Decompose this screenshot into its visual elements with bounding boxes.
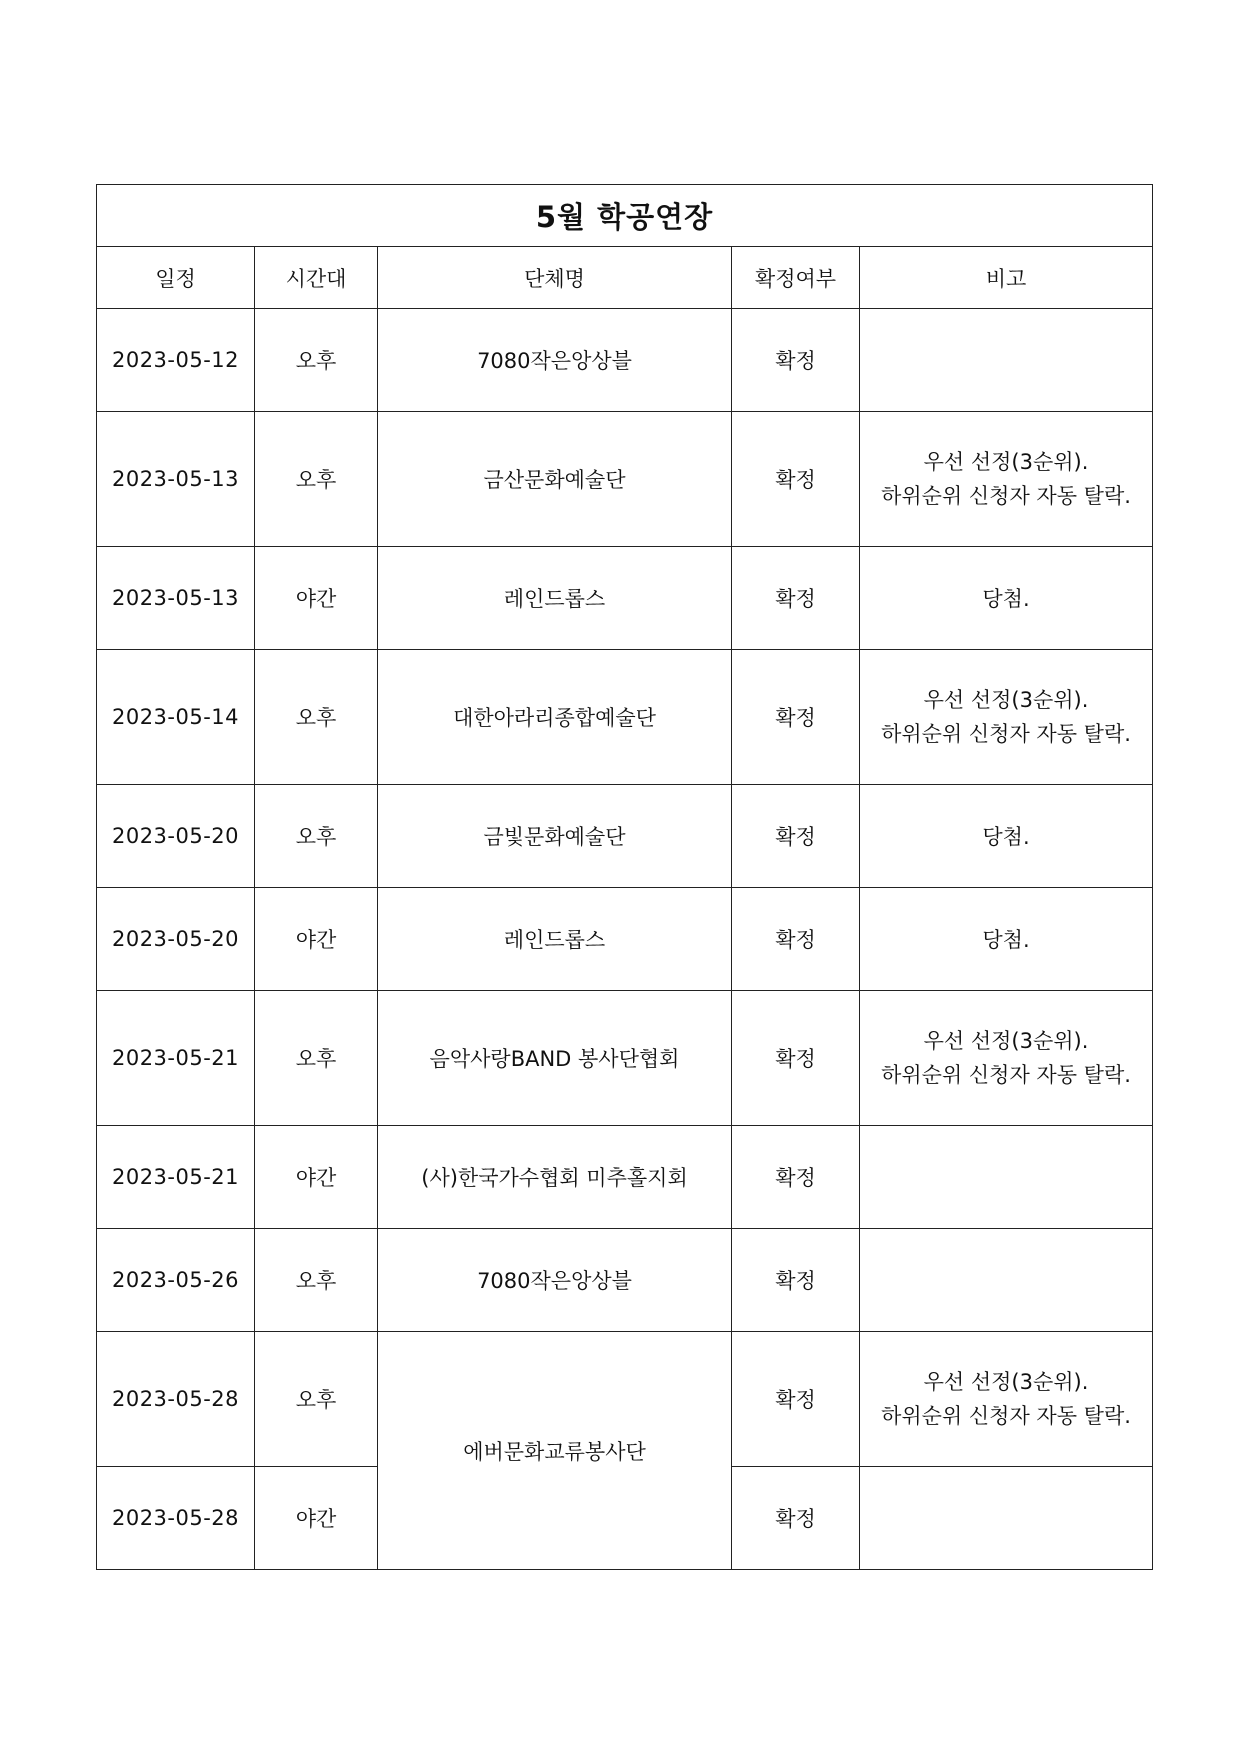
table-row — [97, 547, 1153, 650]
cell-status: 확정 — [732, 547, 860, 650]
table-title: 5월 학공연장 — [97, 185, 1153, 247]
cell-time: 야간 — [255, 1467, 378, 1570]
table-row — [97, 309, 1153, 412]
cell-date: 2023-05-14 — [97, 650, 255, 785]
cell-note — [860, 412, 1153, 547]
schedule-table — [96, 184, 1153, 1570]
cell-group: (사)한국가수협회 미추홀지회 — [378, 1126, 732, 1229]
cell-group: 레인드롭스 — [378, 888, 732, 991]
cell-status: 확정 — [732, 412, 860, 547]
cell-date: 2023-05-20 — [97, 785, 255, 888]
table-row — [97, 888, 1153, 991]
note-line-1: 우선 선정(3순위). — [923, 688, 1089, 712]
cell-note — [860, 650, 1153, 785]
cell-status: 확정 — [732, 650, 860, 785]
header-group: 단체명 — [378, 247, 732, 309]
cell-date: 2023-05-13 — [97, 547, 255, 650]
header-note: 비고 — [860, 247, 1153, 309]
cell-date: 2023-05-26 — [97, 1229, 255, 1332]
cell-group: 7080작은앙상블 — [378, 309, 732, 412]
cell-status: 확정 — [732, 309, 860, 412]
cell-status: 확정 — [732, 785, 860, 888]
cell-group: 금산문화예술단 — [378, 412, 732, 547]
cell-date: 2023-05-21 — [97, 1126, 255, 1229]
cell-status: 확정 — [732, 1229, 860, 1332]
note-line-1: 우선 선정(3순위). — [923, 1370, 1089, 1394]
note-line-2: 하위순위 신청자 자동 탈락. — [881, 1404, 1131, 1428]
header-row — [97, 247, 1153, 309]
table-row — [97, 650, 1153, 785]
cell-group: 7080작은앙상블 — [378, 1229, 732, 1332]
cell-note — [860, 1126, 1153, 1229]
cell-note — [860, 309, 1153, 412]
table-row — [97, 1126, 1153, 1229]
table-row — [97, 1229, 1153, 1332]
cell-status: 확정 — [732, 888, 860, 991]
cell-note: 당첨. — [860, 547, 1153, 650]
table-row — [97, 991, 1153, 1126]
cell-status: 확정 — [732, 1467, 860, 1570]
header-status: 확정여부 — [732, 247, 860, 309]
cell-group-merged: 에버문화교류봉사단 — [378, 1332, 732, 1570]
cell-time: 오후 — [255, 785, 378, 888]
note-line-2: 하위순위 신청자 자동 탈락. — [881, 722, 1131, 746]
cell-status: 확정 — [732, 1332, 860, 1467]
cell-group: 금빛문화예술단 — [378, 785, 732, 888]
cell-date: 2023-05-21 — [97, 991, 255, 1126]
cell-time: 야간 — [255, 888, 378, 991]
cell-time: 야간 — [255, 1126, 378, 1229]
cell-group: 음악사랑BAND 봉사단협회 — [378, 991, 732, 1126]
table-row — [97, 1332, 1153, 1467]
header-date: 일정 — [97, 247, 255, 309]
cell-date: 2023-05-28 — [97, 1467, 255, 1570]
table-row — [97, 785, 1153, 888]
cell-time: 오후 — [255, 412, 378, 547]
note-line-1: 우선 선정(3순위). — [923, 1029, 1089, 1053]
cell-time: 오후 — [255, 650, 378, 785]
note-line-2: 하위순위 신청자 자동 탈락. — [881, 484, 1131, 508]
cell-time: 오후 — [255, 1229, 378, 1332]
cell-note: 당첨. — [860, 888, 1153, 991]
cell-date: 2023-05-28 — [97, 1332, 255, 1467]
cell-note — [860, 1229, 1153, 1332]
cell-date: 2023-05-20 — [97, 888, 255, 991]
cell-group: 대한아라리종합예술단 — [378, 650, 732, 785]
cell-time: 오후 — [255, 991, 378, 1126]
cell-note — [860, 1467, 1153, 1570]
cell-note: 당첨. — [860, 785, 1153, 888]
cell-time: 오후 — [255, 1332, 378, 1467]
cell-status: 확정 — [732, 1126, 860, 1229]
note-line-2: 하위순위 신청자 자동 탈락. — [881, 1063, 1131, 1087]
table-row — [97, 412, 1153, 547]
cell-note — [860, 1332, 1153, 1467]
header-time: 시간대 — [255, 247, 378, 309]
cell-date: 2023-05-12 — [97, 309, 255, 412]
cell-time: 오후 — [255, 309, 378, 412]
cell-group: 레인드롭스 — [378, 547, 732, 650]
cell-date: 2023-05-13 — [97, 412, 255, 547]
cell-time: 야간 — [255, 547, 378, 650]
cell-note — [860, 991, 1153, 1126]
cell-status: 확정 — [732, 991, 860, 1126]
note-line-1: 우선 선정(3순위). — [923, 450, 1089, 474]
